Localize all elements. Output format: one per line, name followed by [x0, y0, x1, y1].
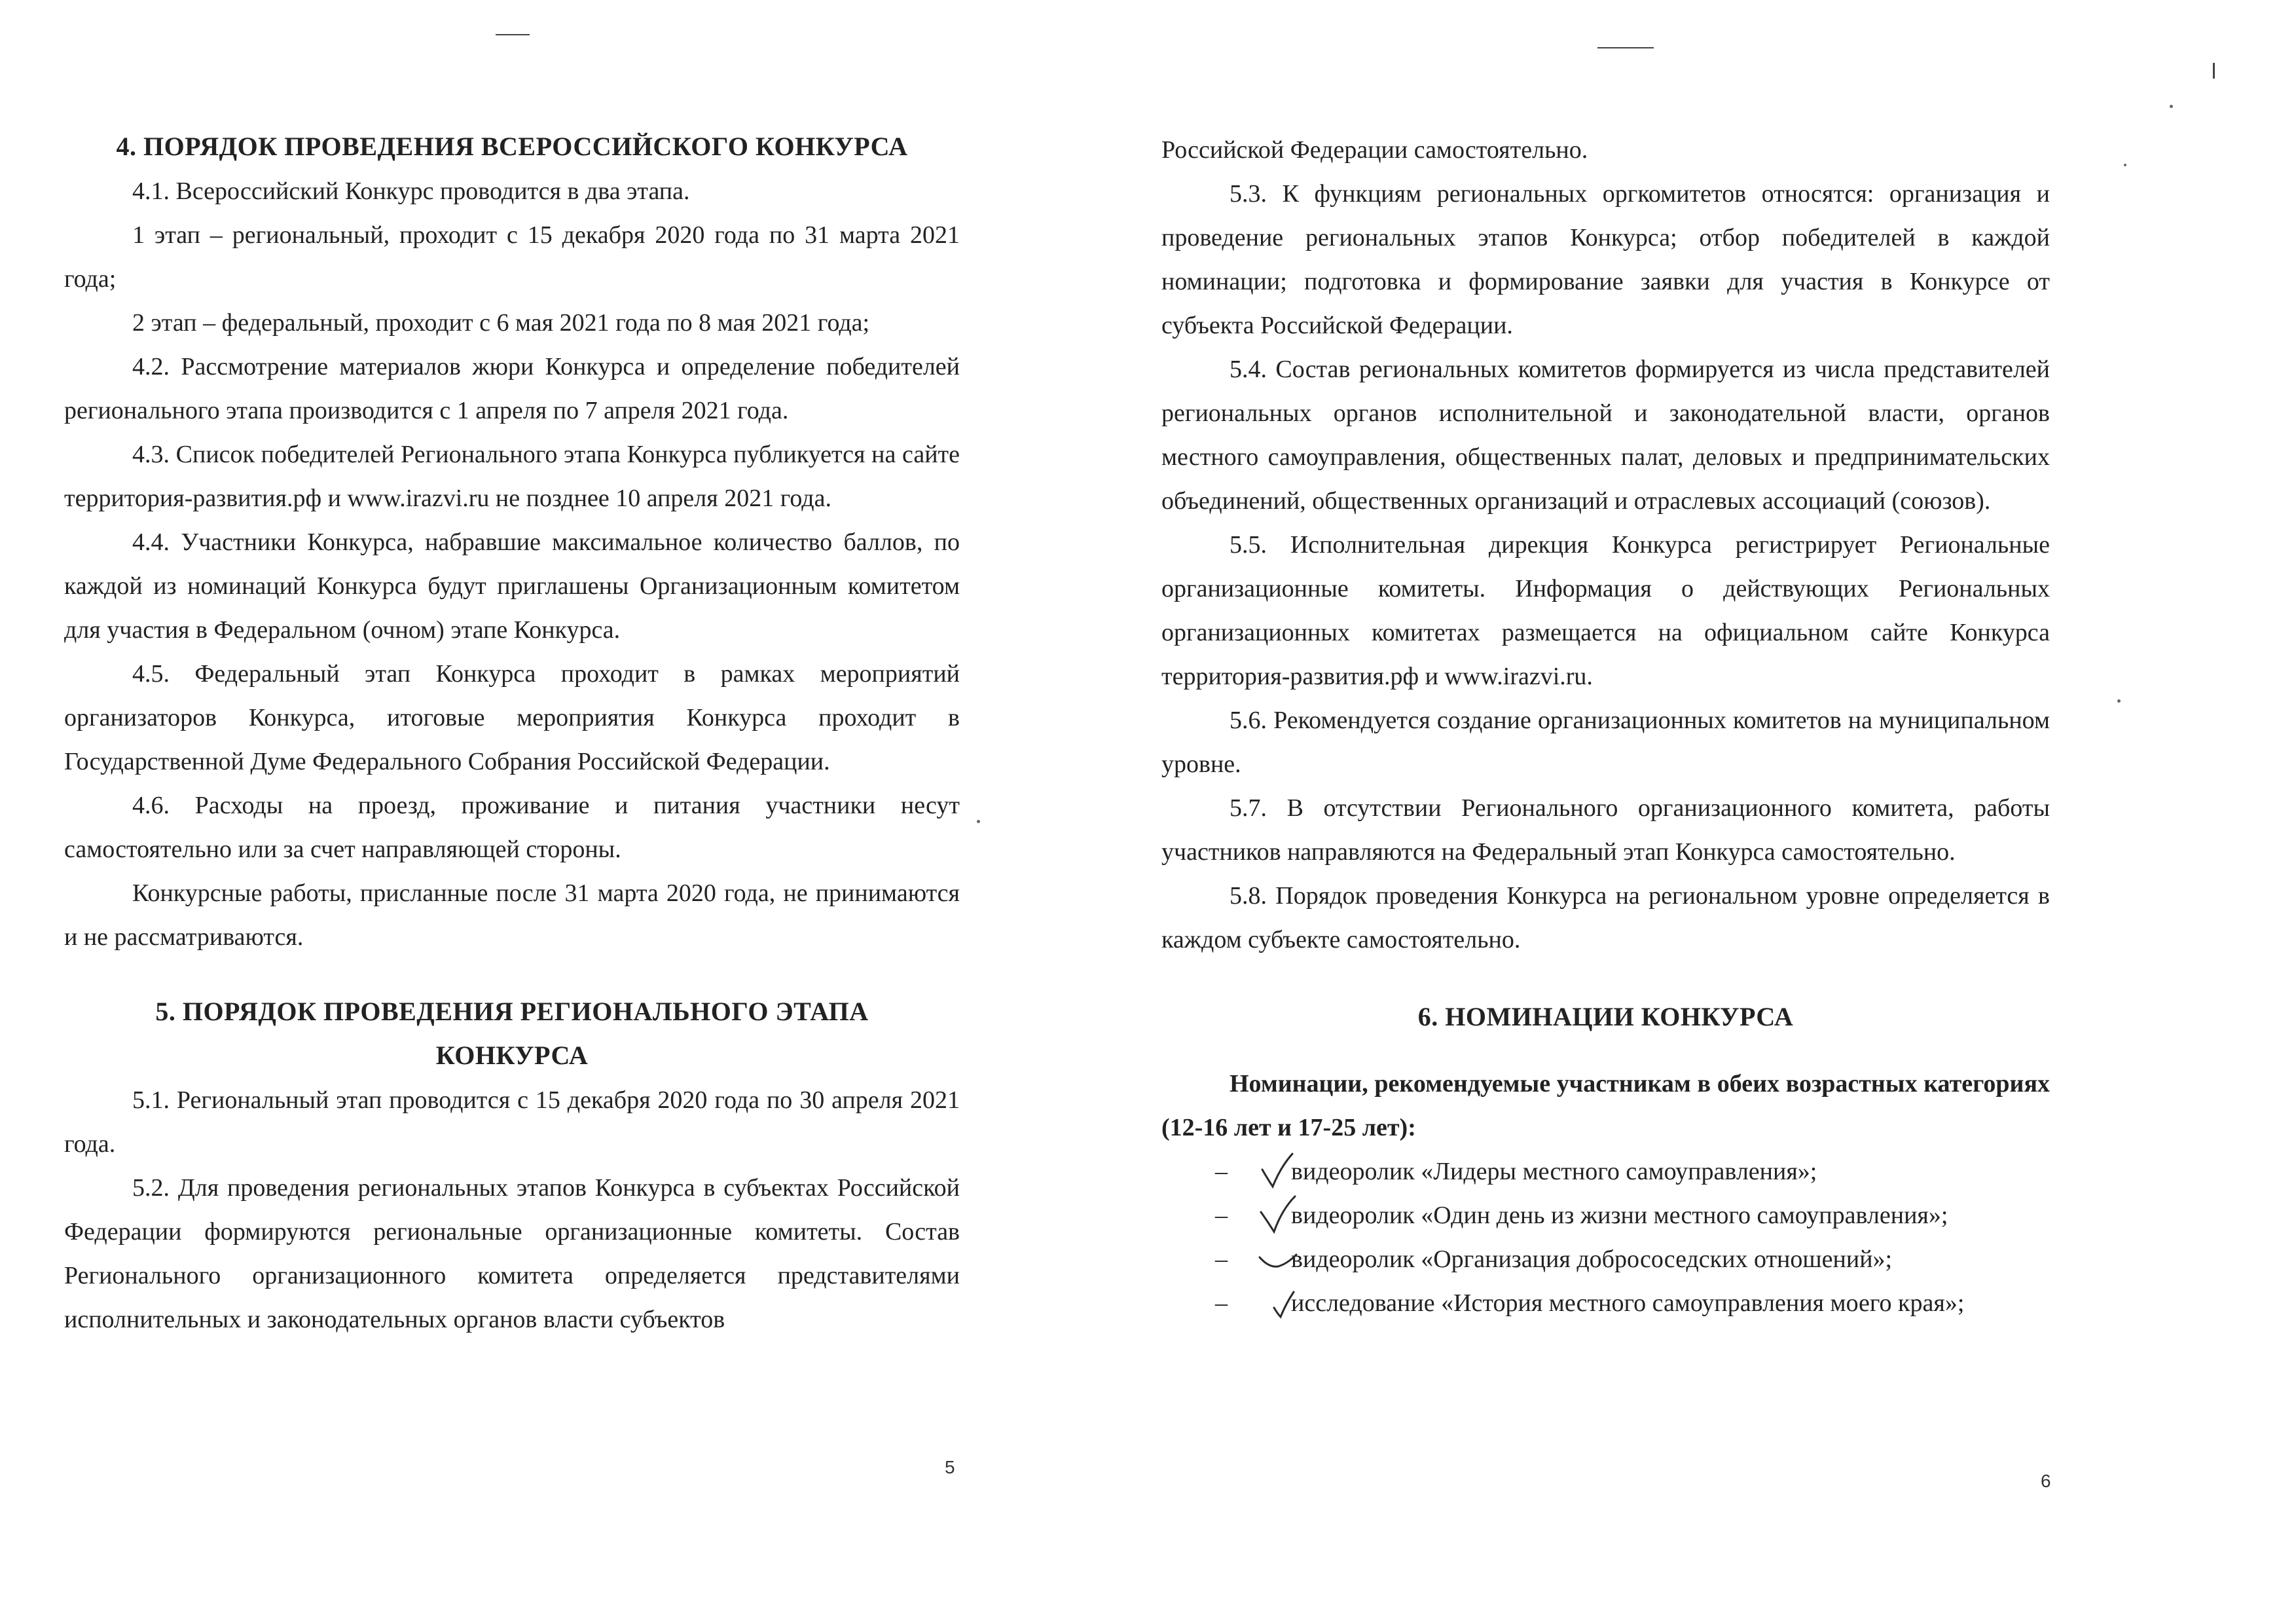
scan-speck: [2124, 164, 2126, 166]
dash-marker: –: [1215, 1202, 1228, 1229]
paragraph-5-5: 5.5. Исполнительная дирекция Конкурса регистрирует Региональные организационные комитеты. Информация о действующих Региональных организационных комитетах размещается на официальном сайте Конкурса территория-развития.рф и www.irazvi.ru.: [1161, 531, 2050, 690]
section-5-heading-line-1: 5. ПОРЯДОК ПРОВЕДЕНИЯ РЕГИОНАЛЬНОГО ЭТАПА: [155, 997, 869, 1026]
section-6-heading: 6. НОМИНАЦИИ КОНКУРСА: [1417, 1002, 1794, 1031]
paragraph-deadline-note: Конкурсные работы, присланные после 31 марта 2020 года, не принимаются и не рассматриваются.: [64, 879, 960, 951]
paragraph-4-1: 4.1. Всероссийский Конкурс проводится в два этапа.: [132, 177, 690, 205]
paragraph-4-6: 4.6. Расходы на проезд, проживание и питания участники несут самостоятельно или за счет направляющей стороны.: [64, 792, 960, 863]
page-number-right: 6: [2041, 1471, 2051, 1491]
scan-mark: [2213, 63, 2215, 79]
dash-marker: –: [1215, 1158, 1228, 1185]
section-5-heading: [64, 989, 960, 1077]
left-page-text: [64, 124, 960, 1342]
page-right: [1148, 0, 2296, 1624]
scan-speck: [2117, 699, 2121, 703]
paragraph-4-3: 4.3. Список победителей Регионального этапа Конкурса публикуется на сайте территория-развития.рф и www.irazvi.ru не позднее 10 апреля 2021 года.: [64, 441, 960, 512]
dash-marker: –: [1215, 1289, 1228, 1317]
section-5-heading-line-2: КОНКУРСА: [435, 1041, 589, 1070]
paragraph-5-4: 5.4. Состав региональных комитетов формируется из числа представителей региональных органов исполнительной и законодательной власти, органов местного самоуправления, общественных палат, деловых и предпринимательских объединений, общественных организаций и отраслевых ассоциаций (союзов).: [1161, 356, 2050, 515]
dash-marker: –: [1215, 1246, 1228, 1273]
nomination-label: исследование «История местного самоуправления моего края»;: [1291, 1289, 1965, 1317]
nomination-item: [1161, 1238, 2050, 1282]
continuation-line: Российской Федерации самостоятельно.: [1161, 136, 1588, 164]
scan-speck: [977, 820, 980, 823]
paragraph-5-3: 5.3. К функциям региональных оргкомитетов относятся: организация и проведение региональных этапов Конкурса; отбор победителей в каждой номинации; подготовка и формирование заявки для участия в Конкурсе от субъекта Российской Федерации.: [1161, 180, 2050, 339]
paragraph-5-8: 5.8. Порядок проведения Конкурса на региональном уровне определяется в каждом субъекте самостоятельно.: [1161, 882, 2050, 953]
nomination-label: видеоролик «Лидеры местного самоуправления»;: [1291, 1158, 1817, 1185]
scan-mark: [496, 34, 530, 35]
handwritten-checkmark-icon: [1258, 1150, 1298, 1192]
handwritten-checkmark-icon: [1258, 1194, 1298, 1236]
paragraph-5-1: 5.1. Региональный этап проводится с 15 декабря 2020 года по 30 апреля 2021 года.: [64, 1086, 960, 1158]
paragraph-5-7: 5.7. В отсутствии Регионального организационного комитета, работы участников направляются на Федеральный этап Конкурса самостоятельно.: [1161, 794, 2050, 866]
nomination-label: видеоролик «Организация добрососедских отношений»;: [1291, 1246, 1893, 1273]
paragraph-5-6: 5.6. Рекомендуется создание организационных комитетов на муниципальном уровне.: [1161, 707, 2050, 778]
paragraph-5-2: 5.2. Для проведения региональных этапов Конкурса в субъектах Российской Федерации формируются региональные организационные комитеты. Состав Регионального организационного комитета определяется представителями исполнительных и законодательных органов власти субъектов: [64, 1174, 960, 1333]
nomination-item: [1161, 1194, 2050, 1238]
nominations-list: [1161, 1150, 2050, 1325]
paragraph-4-4: 4.4. Участники Конкурса, набравшие максимальное количество баллов, по каждой из номинаций Конкурса будут приглашены Организационным комитетом для участия в Федеральном (очном) этапе Конкурса.: [64, 528, 960, 644]
handwritten-checkmark-icon: [1258, 1282, 1298, 1323]
right-page-text: [1161, 128, 2050, 1325]
section-4-heading: 4. ПОРЯДОК ПРОВЕДЕНИЯ ВСЕРОССИЙСКОГО КОНКУРСА: [116, 132, 908, 161]
nomination-item: [1161, 1282, 2050, 1325]
handwritten-checkmark-icon: [1258, 1238, 1298, 1280]
page-number-left: 5: [945, 1457, 955, 1477]
paragraph-4-5: 4.5. Федеральный этап Конкурса проходит в рамках мероприятий организаторов Конкурса, итоговые мероприятия Конкурса проходит в Государственной Думе Федерального Собрания Российской Федерации.: [64, 660, 960, 775]
scan-mark: [1597, 47, 1654, 48]
scan-speck: [2170, 105, 2173, 108]
paragraph-stage-1: 1 этап – региональный, проходит с 15 декабря 2020 года по 31 марта 2021 года;: [64, 221, 960, 293]
paragraph-stage-2: 2 этап – федеральный, проходит с 6 мая 2021 года по 8 мая 2021 года;: [132, 309, 870, 337]
nomination-item: [1161, 1150, 2050, 1194]
nomination-label: видеоролик «Один день из жизни местного самоуправления»;: [1291, 1202, 1948, 1229]
nominations-intro: Номинации, рекомендуемые участникам в обеих возрастных категориях (12-16 лет и 17-25 лет):: [1161, 1070, 2050, 1141]
paragraph-4-2: 4.2. Рассмотрение материалов жюри Конкурса и определение победителей регионального этапа производится с 1 апреля по 7 апреля 2021 года.: [64, 353, 960, 424]
